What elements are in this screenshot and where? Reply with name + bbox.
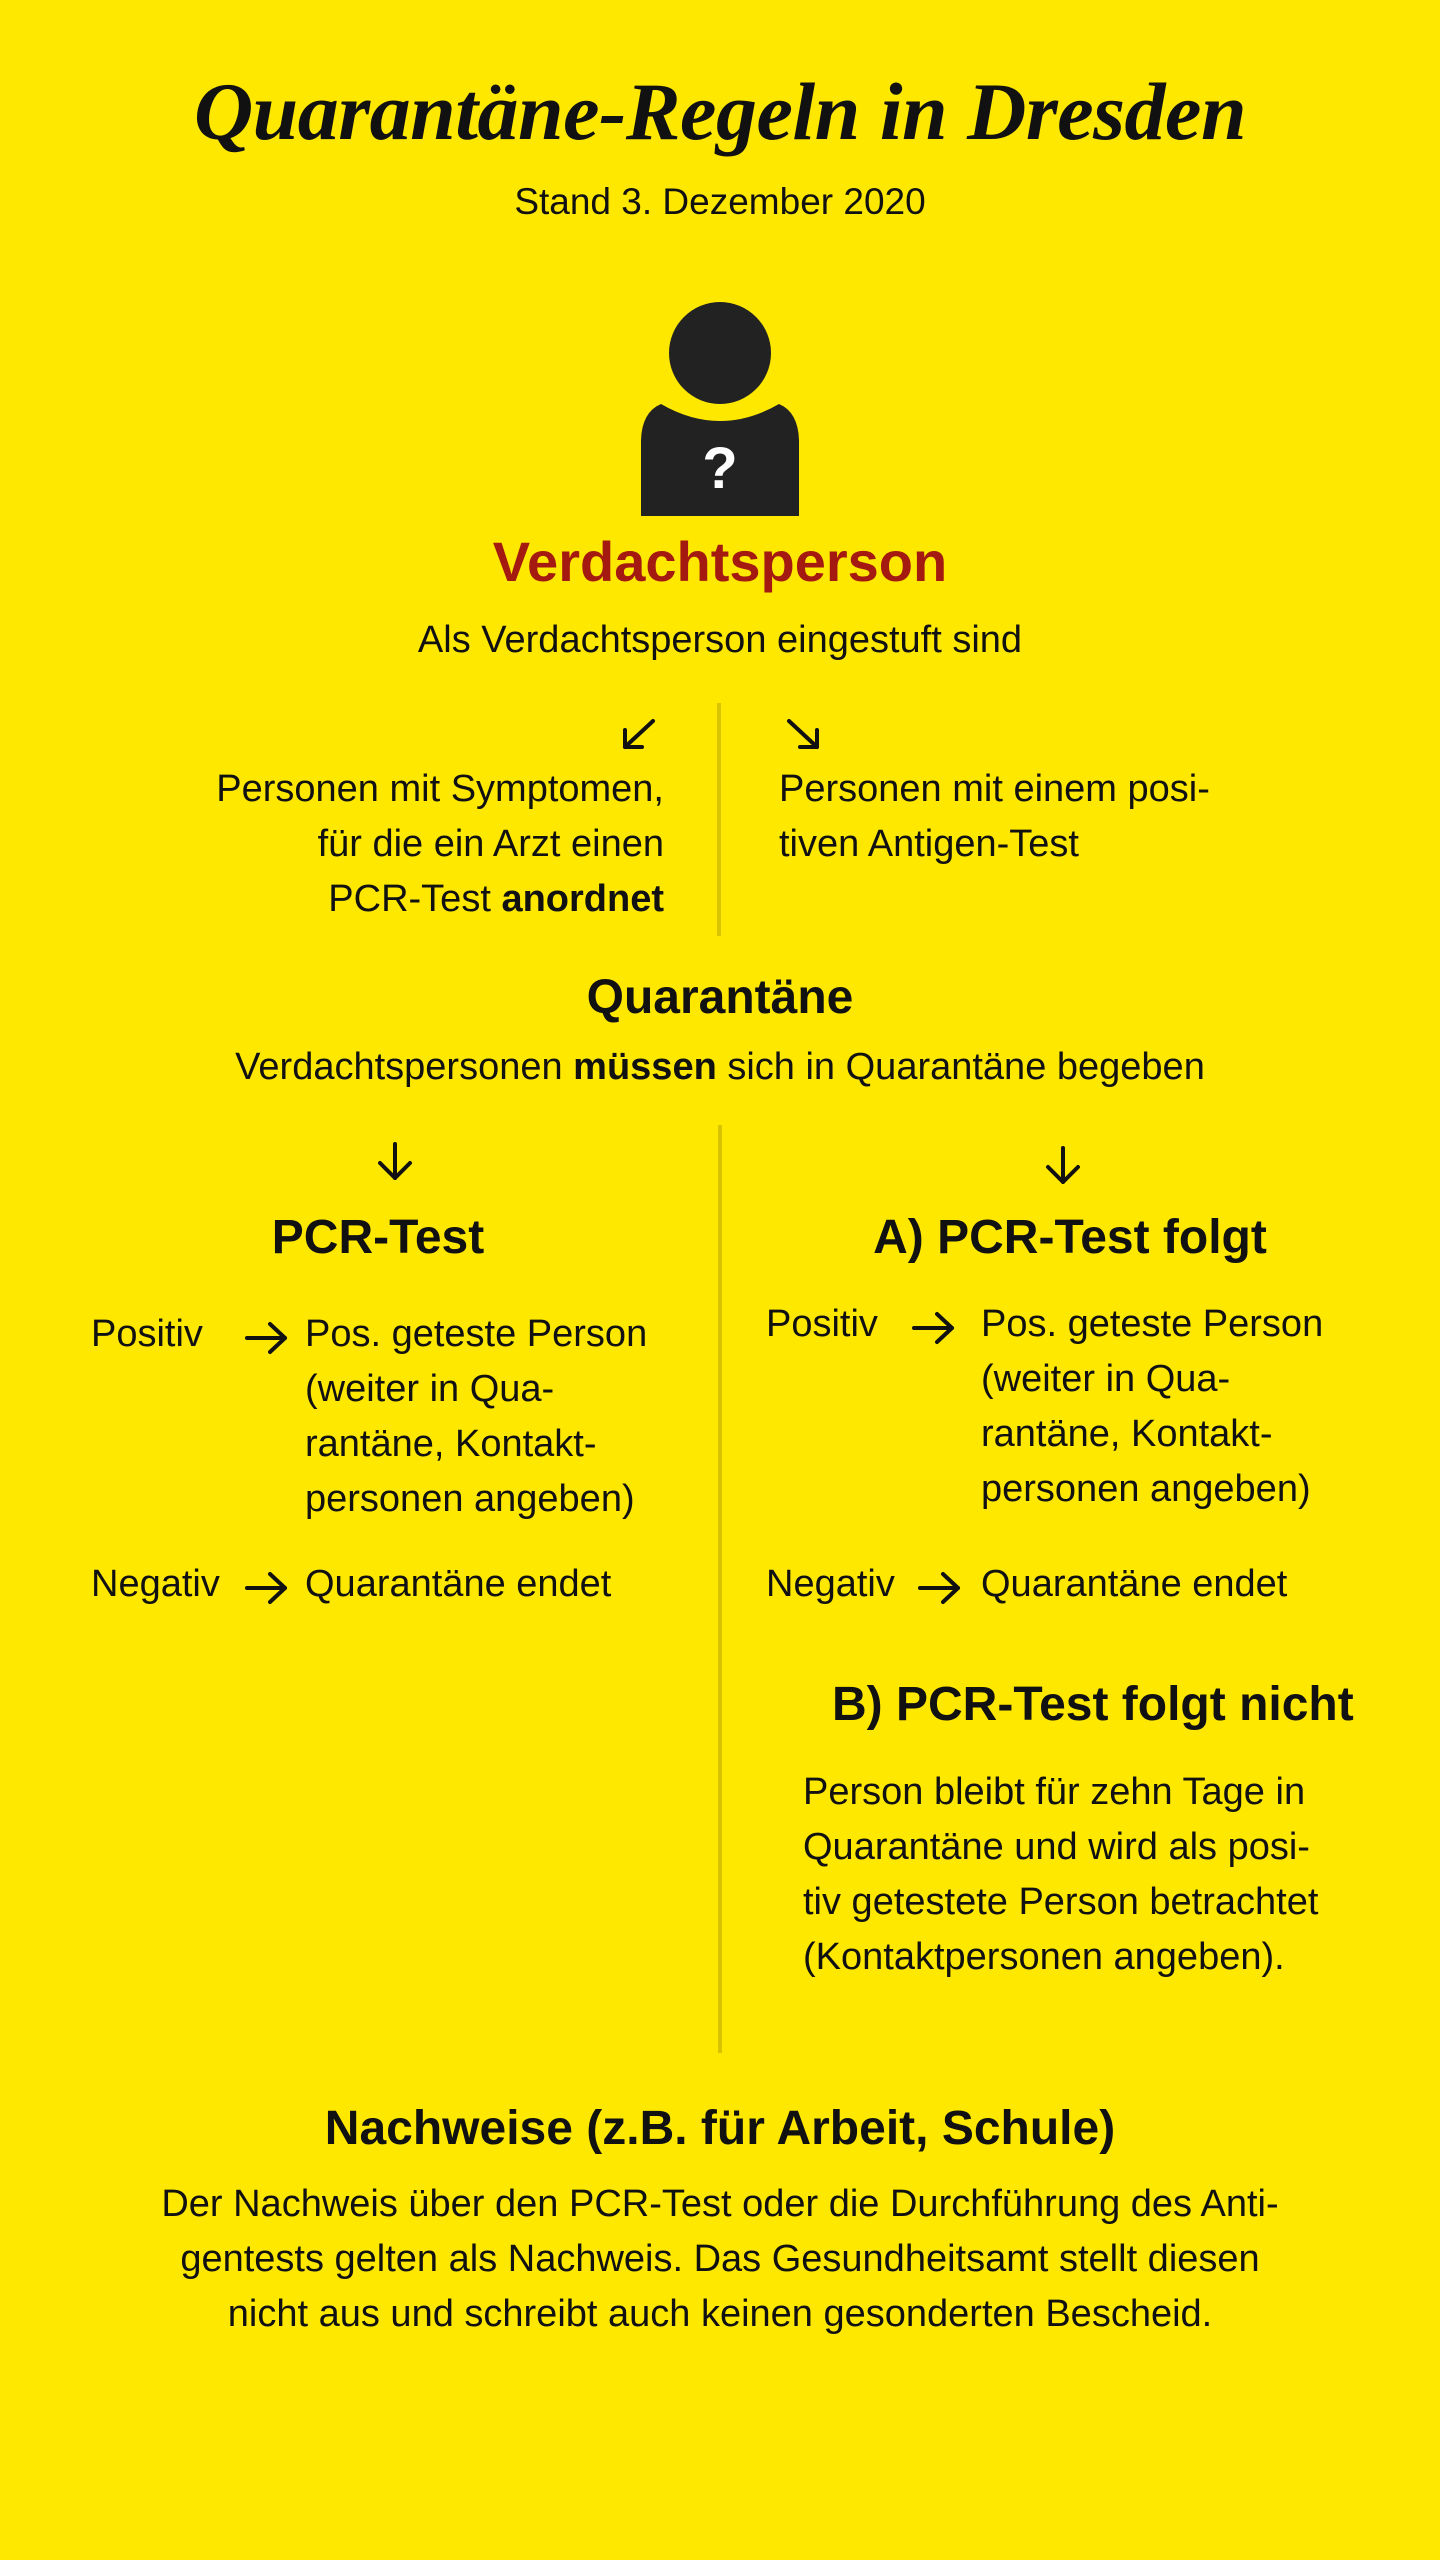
- right-positive-label: Positiv: [766, 1303, 878, 1345]
- arrow-down-right-icon: [784, 718, 824, 752]
- left-negative-result: Quarantäne endet: [305, 1563, 612, 1605]
- upper-divider: [717, 703, 721, 936]
- page-title: Quarantäne-Regeln in Dresden: [193, 66, 1247, 157]
- arrow-right-icon: [245, 1322, 289, 1354]
- quarantine-title: Quarantäne: [586, 971, 854, 1024]
- page-subtitle: Stand 3. Dezember 2020: [514, 181, 926, 222]
- arrow-right-icon: [912, 1312, 956, 1344]
- suspect-case-symptoms: Personen mit Symptomen, für die ein Arzt einen PCR-Test anordnet: [216, 768, 664, 920]
- right-branch-b-text: Person bleibt für zehn Tage in Quarantäne und wird als posi- tiv getestete Person betrachtet (Kontaktpersonen angeben).: [803, 1771, 1319, 1978]
- right-positive-result: Pos. geteste Person (weiter in Qua- rantäne, Kontakt- personen angeben): [981, 1303, 1324, 1510]
- lower-divider: [718, 1125, 722, 2053]
- left-negative-label: Negativ: [91, 1563, 220, 1605]
- right-branch-title-a: A) PCR-Test folgt: [873, 1211, 1267, 1264]
- quarantine-sentence: Verdachtspersonen müssen sich in Quarantäne begeben: [235, 1046, 1205, 1088]
- right-negative-label: Negativ: [766, 1563, 895, 1605]
- person-question-icon: [636, 300, 804, 516]
- arrow-down-icon: [1043, 1146, 1083, 1186]
- arrow-down-left-icon: [620, 718, 660, 752]
- arrow-down-icon: [375, 1142, 415, 1182]
- footer-text: Der Nachweis über den PCR-Test oder die Durchführung des Anti- gentests gelten als Nachweis. Das Gesundheitsamt stellt diesen nicht aus und schreibt auch keinen gesonderten Bescheid.: [161, 2183, 1279, 2335]
- question-mark-glyph: ?: [702, 436, 738, 501]
- right-branch-title-b: B) PCR-Test folgt nicht: [832, 1678, 1354, 1731]
- footer-title: Nachweise (z.B. für Arbeit, Schule): [324, 2102, 1116, 2155]
- arrow-right-icon: [918, 1572, 962, 1604]
- arrow-right-icon: [245, 1572, 289, 1604]
- right-negative-result: Quarantäne endet: [981, 1563, 1288, 1605]
- left-positive-result: Pos. geteste Person (weiter in Qua- rantäne, Kontakt- personen angeben): [305, 1313, 648, 1520]
- suspect-title: Verdachtsperson: [492, 530, 948, 593]
- suspect-subtitle: Als Verdachtsperson eingestuft sind: [417, 619, 1023, 661]
- left-branch-title: PCR-Test: [271, 1211, 485, 1264]
- left-positive-label: Positiv: [91, 1313, 203, 1355]
- suspect-case-antigen: Personen mit einem posi- tiven Antigen-Test: [779, 768, 1210, 865]
